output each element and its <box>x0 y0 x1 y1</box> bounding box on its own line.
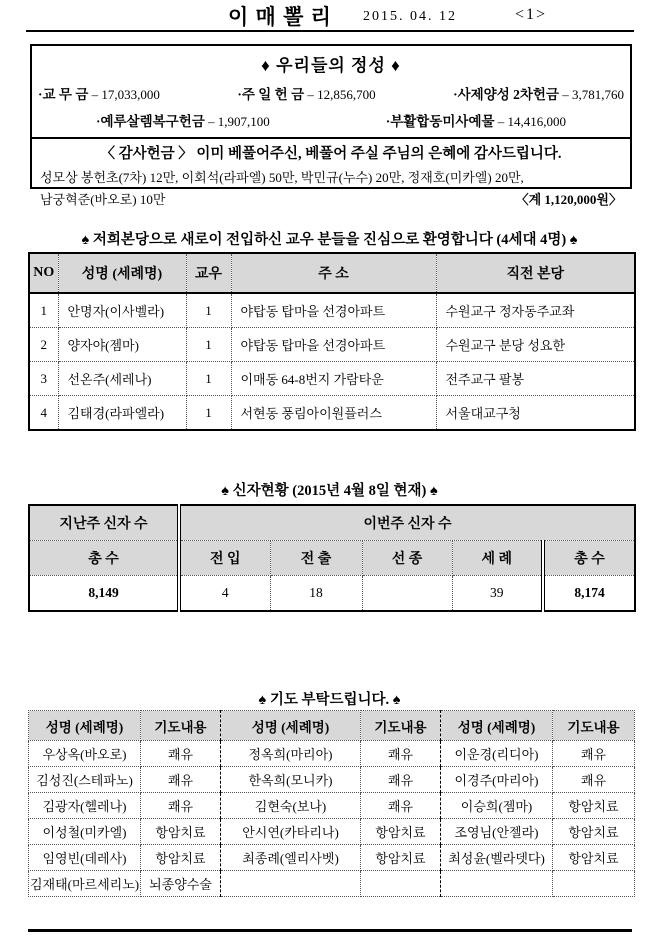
column-header-move-in: 전 입 <box>179 541 270 576</box>
cell-family: 1 <box>186 362 231 396</box>
cell-move-in: 4 <box>179 576 270 612</box>
cell-intention: 항암치료 <box>553 793 635 819</box>
cell-name: 선온주(세레나) <box>58 362 186 396</box>
cell-name: 최종례(엘리사벳) <box>221 845 361 871</box>
offering-box-title: ♦ 우리들의 정성 ♦ <box>261 56 401 75</box>
cell-no: 1 <box>29 293 58 328</box>
prayer-row <box>29 767 635 793</box>
cell-intention: 쾌유 <box>553 767 635 793</box>
cell-address: 야탑동 탑마을 선경아파트 <box>231 328 436 362</box>
prayer-row <box>29 845 635 871</box>
issue-date: 2015. 04. 12 <box>363 9 457 24</box>
column-header-no: NO <box>29 253 58 293</box>
column-header-previous-parish: 직전 본당 <box>436 253 635 293</box>
column-header-total-this: 총 수 <box>543 541 635 576</box>
cell-name <box>441 871 553 897</box>
cell-intention: 항암치료 <box>141 845 221 871</box>
prayer-heading: ♠ 기도 부탁드립니다. ♠ <box>258 692 401 708</box>
thanks-offering-line2 <box>40 189 622 208</box>
offering-item-gyomugeum: ·교 무 금 – 17,033,000 <box>38 87 160 102</box>
offering-item-sunday: ·주 일 헌 금 – 12,856,700 <box>237 87 376 102</box>
cell-intention: 쾌유 <box>361 741 441 767</box>
column-header-name: 성명 (세례명) <box>58 253 186 293</box>
new-members-header-row <box>29 253 635 293</box>
header-rule <box>26 30 634 32</box>
welcome-heading: ♠ 저희본당으로 새로이 전입하신 교우 분들을 진심으로 환영합니다 (4세대 4명) ♠ <box>81 232 578 248</box>
cell-family: 1 <box>186 293 231 328</box>
new-member-row <box>29 362 635 396</box>
prayer-header-row <box>29 711 635 741</box>
cell-intention: 쾌유 <box>361 767 441 793</box>
status-header-row-1 <box>29 505 635 541</box>
column-header-last-week: 지난주 신자 수 <box>29 505 179 541</box>
cell-intention: 항암치료 <box>361 845 441 871</box>
footer-rule <box>28 929 632 932</box>
cell-name: 양자야(젬마) <box>58 328 186 362</box>
cell-address: 이매동 64-8번지 가람타운 <box>231 362 436 396</box>
cell-name: 안시연(카타리나) <box>221 819 361 845</box>
cell-name: 이승희(젬마) <box>441 793 553 819</box>
cell-previous-parish: 서울대교구청 <box>436 396 635 431</box>
cell-address: 서현동 풍림아이원플러스 <box>231 396 436 431</box>
column-header-family: 교우 <box>186 253 231 293</box>
cell-name: 이성철(미카엘) <box>29 819 141 845</box>
new-members-table <box>28 252 636 431</box>
thanks-offering-line1: 성모상 봉헌초(7차) 12만, 이회석(라파엘) 50만, 박민규(누수) 20만, 정재호(미카엘) 20만, <box>40 170 524 185</box>
offering-item-jerusalem: ·예루살렘복구헌금 – 1,907,100 <box>95 114 270 129</box>
cell-intention: 쾌유 <box>361 793 441 819</box>
cell-name: 정옥희(마리아) <box>221 741 361 767</box>
offering-row-2 <box>32 110 630 130</box>
cell-deceased <box>362 576 452 612</box>
thanks-offering-title: 〈 감사헌금 〉 이미 베풀어주신, 베풀어 주실 주님의 은혜에 감사드립니다. <box>100 146 562 162</box>
column-header-this-week: 이번주 신자 수 <box>179 505 635 541</box>
thanks-offering-section <box>32 137 630 208</box>
cell-family: 1 <box>186 396 231 431</box>
cell-intention: 뇌종양수술 <box>141 871 221 897</box>
cell-intention: 쾌유 <box>141 741 221 767</box>
column-header-intention-3: 기도내용 <box>553 711 635 741</box>
cell-total-last-week: 8,149 <box>29 576 179 612</box>
cell-intention: 항암치료 <box>553 819 635 845</box>
column-header-total-last: 총 수 <box>29 541 179 576</box>
prayer-table <box>28 710 635 897</box>
prayer-row <box>29 793 635 819</box>
cell-family: 1 <box>186 328 231 362</box>
cell-intention <box>553 871 635 897</box>
cell-intention: 쾌유 <box>141 767 221 793</box>
cell-name: 임영빈(데레사) <box>29 845 141 871</box>
column-header-intention-1: 기도내용 <box>141 711 221 741</box>
offering-box <box>30 44 632 207</box>
cell-no: 4 <box>29 396 58 431</box>
status-header-row-2 <box>29 541 635 576</box>
new-member-row <box>29 396 635 431</box>
cell-baptized: 39 <box>452 576 543 612</box>
cell-name: 김현숙(보나) <box>221 793 361 819</box>
new-member-row <box>29 293 635 328</box>
page-title: 이 매 뽈 리 <box>228 5 332 29</box>
cell-intention: 쾌유 <box>553 741 635 767</box>
cell-name: 한옥희(모니카) <box>221 767 361 793</box>
column-header-deceased: 선 종 <box>362 541 452 576</box>
column-header-address: 주 소 <box>231 253 436 293</box>
cell-previous-parish: 수원교구 정자동주교좌 <box>436 293 635 328</box>
offering-item-priest-fund: ·사제양성 2차헌금 – 3,781,760 <box>453 87 624 102</box>
cell-name: 이경주(마리아) <box>441 767 553 793</box>
prayer-row <box>29 741 635 767</box>
column-header-baptized: 세 례 <box>452 541 543 576</box>
cell-address: 야탑동 탑마을 선경아파트 <box>231 293 436 328</box>
cell-no: 3 <box>29 362 58 396</box>
cell-previous-parish: 전주교구 팔봉 <box>436 362 635 396</box>
cell-name: 최성윤(벨라뎃다) <box>441 845 553 871</box>
member-status-table <box>28 504 636 612</box>
status-value-row <box>29 576 635 612</box>
cell-name: 김성진(스테파노) <box>29 767 141 793</box>
cell-name <box>221 871 361 897</box>
cell-intention <box>361 871 441 897</box>
cell-name: 이운경(리디아) <box>441 741 553 767</box>
cell-name: 김광자(헬레나) <box>29 793 141 819</box>
column-header-name-3: 성명 (세례명) <box>441 711 553 741</box>
column-header-name-1: 성명 (세례명) <box>29 711 141 741</box>
new-member-row <box>29 328 635 362</box>
offering-item-easter-mass: ·부활합동미사예물 – 14,416,000 <box>385 114 567 129</box>
page-number: <1> <box>515 6 548 23</box>
offering-row-1 <box>32 83 630 103</box>
cell-intention: 항암치료 <box>553 845 635 871</box>
column-header-intention-2: 기도내용 <box>361 711 441 741</box>
column-header-move-out: 전 출 <box>270 541 362 576</box>
column-header-name-2: 성명 (세례명) <box>221 711 361 741</box>
cell-intention: 항암치료 <box>361 819 441 845</box>
status-heading: ♠ 신자현황 (2015년 4월 8일 현재) ♠ <box>221 483 438 499</box>
prayer-row <box>29 871 635 897</box>
cell-intention: 항암치료 <box>141 819 221 845</box>
thanks-offering-total: 〈계 1,120,000원〉 <box>515 192 622 207</box>
thanks-offering-names: 남궁혁준(바오로) 10만 <box>40 192 166 207</box>
cell-name: 안명자(이사벨라) <box>58 293 186 328</box>
cell-name: 조영님(안젤라) <box>441 819 553 845</box>
cell-name: 우상옥(바오로) <box>29 741 141 767</box>
cell-name: 김태경(라파엘라) <box>58 396 186 431</box>
cell-previous-parish: 수원교구 분당 성요한 <box>436 328 635 362</box>
cell-move-out: 18 <box>270 576 362 612</box>
cell-no: 2 <box>29 328 58 362</box>
cell-name: 김재태(마르세리노) <box>29 871 141 897</box>
cell-intention: 쾌유 <box>141 793 221 819</box>
cell-total-this-week: 8,174 <box>543 576 635 612</box>
prayer-row <box>29 819 635 845</box>
